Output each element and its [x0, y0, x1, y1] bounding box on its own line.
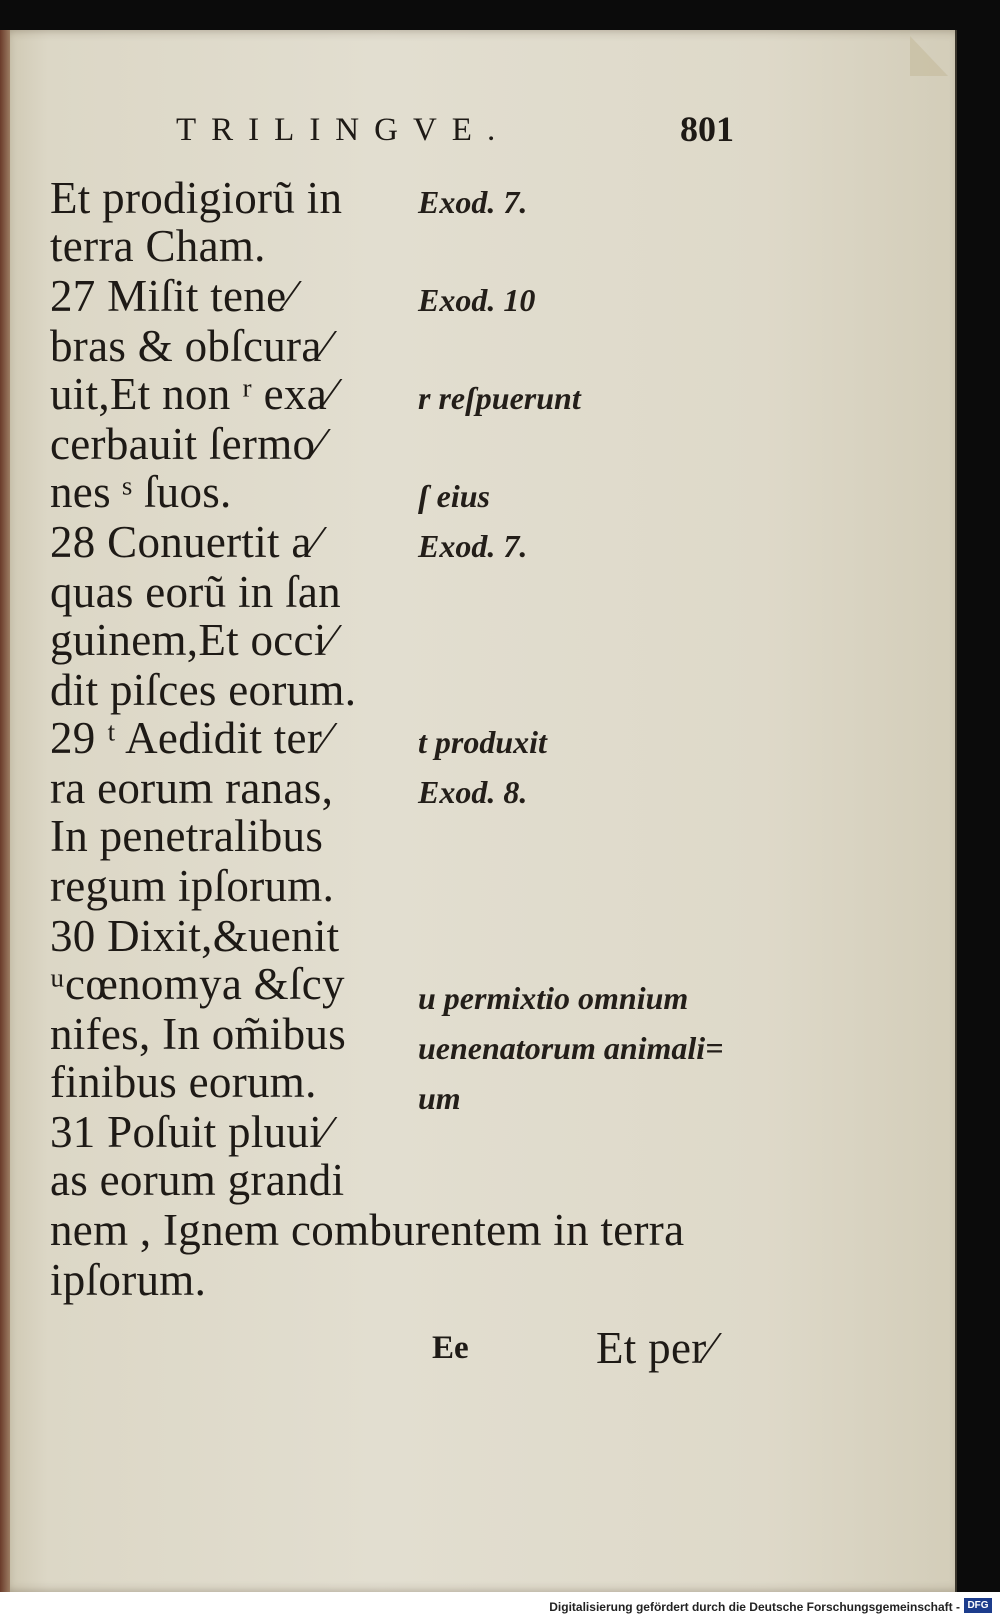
margin-note: ſ eius [418, 478, 490, 514]
text-line: 29 ᵗ Aedidit ter⁄ [50, 713, 330, 763]
catchword: Et per⁄ [596, 1323, 715, 1373]
text-line: Et prodigiorũ in [50, 173, 343, 223]
text-line: ipſorum. [50, 1255, 207, 1305]
margin-note: u permixtio omnium [418, 980, 689, 1016]
text-line: dit piſces eorum. [50, 665, 357, 715]
text-line: ᵘcœnomya &ſcy [50, 959, 345, 1009]
margin-note: um [418, 1080, 461, 1116]
text-line: bras & obſcura⁄ [50, 321, 330, 371]
text-line: guinem,Et occi⁄ [50, 615, 335, 665]
running-title: TRILINGVE. [176, 112, 511, 148]
text-line: terra Cham. [50, 221, 266, 271]
text-line: finibus eorum. [50, 1057, 317, 1107]
margin-note: r reſpuerunt [418, 380, 581, 416]
page-number: 801 [680, 109, 734, 149]
text-line: 27 Miſit tene⁄ [50, 271, 295, 321]
text-line: regum ipſorum. [50, 861, 335, 911]
footer-credit: Digitalisierung gefördert durch die Deutsche Forschungsgemeinschaft - [549, 1600, 960, 1614]
text-line: uit,Et non ʳ exa⁄ [50, 369, 335, 419]
text-line: 28 Conuertit a⁄ [50, 517, 320, 567]
margin-note: Exod. 7. [418, 184, 528, 220]
text-line: nifes, In om̃ibus [50, 1009, 347, 1059]
text-line: nem , Ignem comburentem in terra [50, 1205, 685, 1255]
text-line: 30 Dixit,&uenit [50, 911, 340, 961]
text-line: quas eorũ in ſan [50, 567, 341, 617]
margin-note: t produxit [418, 724, 547, 760]
text-line: 31 Poſuit pluui⁄ [50, 1107, 330, 1157]
dfg-logo-icon: DFG [964, 1598, 992, 1613]
footer-bar [0, 1592, 1000, 1622]
margin-note: Exod. 10 [418, 282, 536, 318]
margin-note: uenenatorum animali= [418, 1030, 724, 1066]
margin-note: Exod. 7. [418, 528, 528, 564]
margin-note: Exod. 8. [418, 774, 528, 810]
text-line: ra eorum ranas, [50, 763, 334, 813]
text-line: In penetralibus [50, 811, 324, 861]
book-spine [0, 30, 10, 1592]
text-line: cerbauit ſermo⁄ [50, 419, 324, 469]
text-line: as eorum grandi [50, 1155, 345, 1205]
text-line: nes ˢ ſuos. [50, 467, 232, 517]
signature-mark: Ee [432, 1330, 469, 1366]
